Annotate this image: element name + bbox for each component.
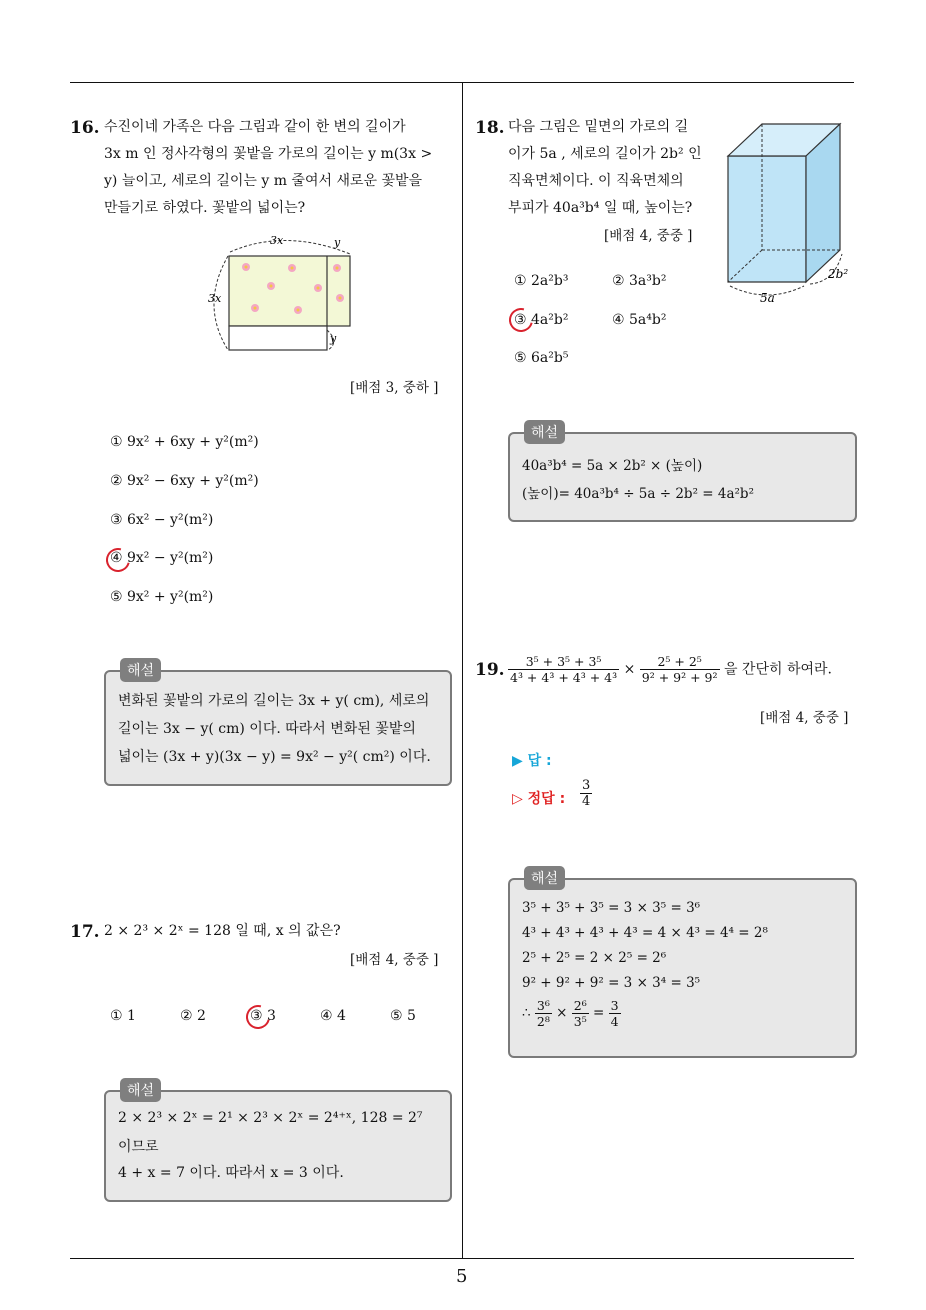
q19-final-b-den: 3⁵ <box>573 1014 587 1029</box>
q16-option-2[interactable]: ② 9x² − 6xy + y²(m²) <box>110 473 259 489</box>
q19-final-r-den: 4 <box>610 1014 619 1029</box>
q19-final-b-num: 2⁶ <box>573 998 587 1013</box>
q17-explain-tag: 해설 <box>120 1078 161 1102</box>
q19-explain-line: 3⁵ + 3⁵ + 3⁵ = 3 × 3⁵ = 3⁶ <box>522 900 701 916</box>
q19-times: × <box>623 661 636 678</box>
q18-answer-mark <box>505 304 538 337</box>
q19-frac2-num: 2⁵ + 2⁵ <box>640 654 720 670</box>
q17-explain-line: 2 × 2³ × 2ˣ = 2¹ × 2³ × 2ˣ = 2⁴⁺ˣ, 128 = 2⁷ <box>118 1110 423 1126</box>
q18-explanation-box <box>508 432 857 522</box>
q18-score: [배점 4, 중중 ] <box>604 228 693 244</box>
q19-fraction-2 <box>640 654 720 685</box>
q17-answer-mark <box>242 1001 275 1034</box>
q19-final-times: × <box>556 1005 568 1021</box>
q16-explain-line: 넓이는 (3x + y)(3x − y) = 9x² − y²( cm²) 이다. <box>118 749 431 765</box>
q16-option-1[interactable]: ① 9x² + 6xy + y²(m²) <box>110 434 259 450</box>
q16-option-4[interactable]: ④ 9x² − y²(m²) <box>110 550 214 566</box>
q19-final-eq: = <box>593 1005 605 1021</box>
q19-frac1-den: 4³ + 4³ + 4³ + 4³ <box>510 670 618 685</box>
q18-line: 이가 5a , 세로의 길이가 2b² 인 <box>508 146 702 162</box>
q18-line: 다음 그림은 밑면의 가로의 길 <box>508 119 689 135</box>
q16-option-3[interactable]: ③ 6x² − y²(m²) <box>110 512 214 528</box>
q16-line: y) 늘이고, 세로의 길이는 y m 줄여서 새로운 꽃밭을 <box>104 173 423 189</box>
q18-explain-line: (높이)= 40a³b⁴ ÷ 5a ÷ 2b² = 4a²b² <box>522 486 754 502</box>
q18-option-3[interactable]: ③ 4a²b² <box>514 312 569 328</box>
q18-explain-tag: 해설 <box>524 420 565 444</box>
q17-option-4[interactable]: ④ 4 <box>320 1008 346 1024</box>
q18-option-1[interactable]: ① 2a²b³ <box>514 273 569 289</box>
q19-explain-line: 4³ + 4³ + 4³ + 4³ = 4 × 4³ = 4⁴ = 2⁸ <box>522 925 768 941</box>
q18-label-depth: 2b² <box>828 267 849 281</box>
q18-explain-line: 40a³b⁴ = 5a × 2b² × (높이) <box>522 458 703 474</box>
q18-label-bottom: 5a <box>760 291 775 305</box>
bottom-rule <box>70 1258 854 1259</box>
q19-explain-tag: 해설 <box>524 866 565 890</box>
q16-label-top-right: y <box>334 236 341 249</box>
q19-fraction-1 <box>508 654 619 685</box>
q17-question: 2 × 2³ × 2ˣ = 128 일 때, x 의 값은? <box>104 923 341 939</box>
q19-final-frac-a <box>535 998 552 1029</box>
q16-explain-line: 변화된 꽃밭의 가로의 길이는 3x + y( cm), 세로의 <box>118 693 430 709</box>
q16-explain-tag: 해설 <box>120 658 161 682</box>
q17-option-5[interactable]: ⑤ 5 <box>390 1008 416 1024</box>
q19-number: 19. <box>475 660 505 680</box>
q16-explanation-box <box>104 670 452 786</box>
q17-option-1[interactable]: ① 1 <box>110 1008 136 1024</box>
q19-final-frac-result <box>609 998 621 1029</box>
q16-removed-strip <box>229 326 327 350</box>
q19-correct-label: ▷ 정답 : <box>512 791 566 807</box>
q16-top-arc <box>230 240 350 254</box>
q16-label-bottom-right: y <box>330 332 337 345</box>
q16-line: 만들기로 하였다. 꽃밭의 넓이는? <box>104 200 306 216</box>
q17-explain-line: 이므로 <box>118 1139 159 1155</box>
q18-option-2[interactable]: ② 3a³b² <box>612 273 667 289</box>
q18-option-4[interactable]: ④ 5a⁴b² <box>612 312 667 328</box>
q19-explain-line: 2⁵ + 2⁵ = 2 × 2⁵ = 2⁶ <box>522 950 667 966</box>
q17-explanation-box <box>104 1090 452 1202</box>
q16-line: 3x m 인 정사각형의 꽃밭을 가로의 길이는 y m(3x > <box>104 146 433 162</box>
q19-frac2-den: 9² + 9² + 9² <box>641 670 718 685</box>
q16-score: [배점 3, 중하 ] <box>350 380 439 396</box>
q19-correct-num: 3 <box>582 778 591 793</box>
q17-explain-line: 4 + x = 7 이다. 따라서 x = 3 이다. <box>118 1165 344 1181</box>
q19-correct-den: 4 <box>582 794 591 809</box>
q18-number: 18. <box>475 118 505 138</box>
q18-option-5[interactable]: ⑤ 6a²b⁵ <box>514 350 569 366</box>
q19-suffix: 을 간단히 하여라. <box>723 661 832 678</box>
q16-explain-line: 길이는 3x − y( cm) 이다. 따라서 변화된 꽃밭의 <box>118 721 416 737</box>
q19-final-r-num: 3 <box>610 998 619 1013</box>
q19-answer-label: ▶ 답 : <box>512 753 552 769</box>
q16-label-left: 3x <box>208 292 222 305</box>
q19-final-line <box>522 998 621 1029</box>
q19-frac1-num: 3⁵ + 3⁵ + 3⁵ <box>508 654 619 670</box>
q19-final-frac-b <box>572 998 589 1029</box>
q16-garden-figure <box>200 230 360 360</box>
q18-line: 직육면체이다. 이 직육면체의 <box>508 173 684 189</box>
q19-correct-fraction <box>580 778 592 809</box>
q18-line: 부피가 40a³b⁴ 일 때, 높이는? <box>508 200 693 216</box>
q19-score: [배점 4, 중중 ] <box>760 710 849 726</box>
page-number: 5 <box>456 1266 468 1287</box>
q17-option-2[interactable]: ② 2 <box>180 1008 206 1024</box>
column-divider <box>462 82 463 1258</box>
q16-answer-mark <box>102 544 135 577</box>
q18-question <box>508 114 718 222</box>
q19-explain-line: 9² + 9² + 9² = 3 × 3⁴ = 3⁵ <box>522 975 701 991</box>
q17-option-3[interactable]: ③ 3 <box>250 1008 276 1024</box>
q19-final-a-num: 3⁶ <box>536 998 550 1013</box>
q16-question <box>104 114 454 222</box>
q19-final-a-den: 2⁸ <box>536 1014 550 1029</box>
q19-explanation-box <box>508 878 857 1058</box>
q18-front-face <box>728 156 806 282</box>
q16-number: 16. <box>70 118 100 138</box>
q19-therefore: ∴ <box>522 1005 531 1021</box>
q19-question <box>508 654 832 685</box>
q16-line: 수진이네 가족은 다음 그림과 같이 한 변의 길이가 <box>104 119 406 135</box>
q18-cuboid-figure <box>722 118 862 308</box>
q16-option-5[interactable]: ⑤ 9x² + y²(m²) <box>110 589 214 605</box>
q17-score: [배점 4, 중중 ] <box>350 952 439 968</box>
q16-label-top: 3x <box>270 234 284 247</box>
q17-number: 17. <box>70 922 100 942</box>
